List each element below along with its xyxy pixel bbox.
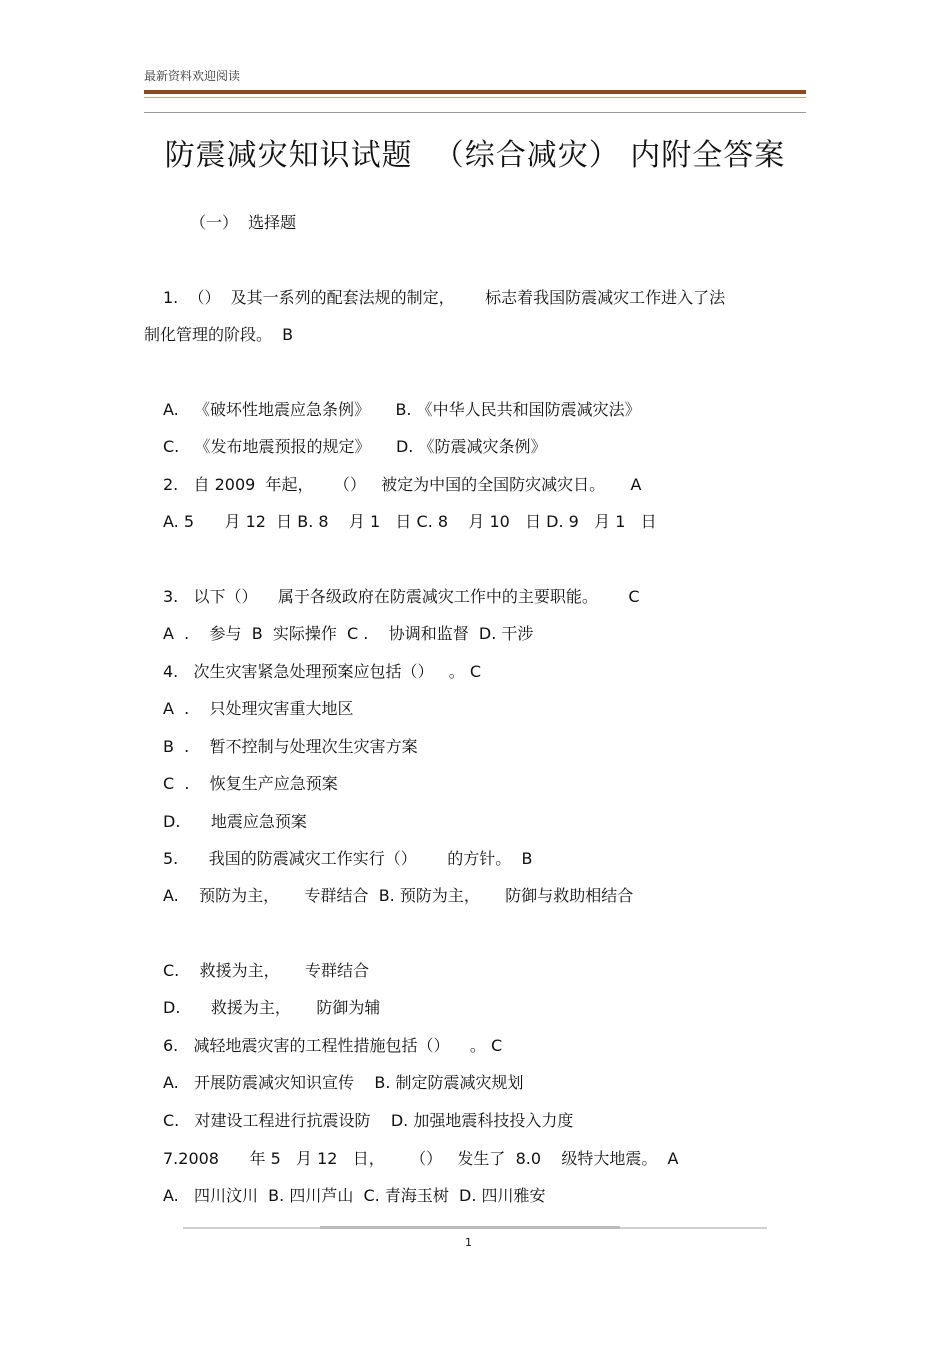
option-line: D. 地震应急预案 (163, 812, 307, 831)
option-line: A . 只处理灾害重大地区 (163, 699, 354, 718)
option-line: C . 恢复生产应急预案 (163, 774, 338, 793)
running-header: 最新资料欢迎阅读 (144, 69, 241, 83)
section-heading: （一） 选择题 (190, 213, 297, 232)
question-line: 5. 我国的防震减灾工作实行（） 的方针。 B (163, 849, 533, 868)
header-rule-thin (144, 97, 806, 98)
question-line: 1. （） 及其一系列的配套法规的制定， 标志着我国防震减灾工作进入了法 (163, 288, 726, 307)
option-line: A. 开展防震减灾知识宣传 B. 制定防震减灾规划 (163, 1073, 524, 1092)
question-line: 2. 自 2009 年起， （） 被定为中国的全国防灾减灾日。 A (163, 475, 642, 494)
question-line: 6. 减轻地震灾害的工程性措施包括（） 。 C (163, 1036, 503, 1055)
option-line: C. 对建设工程进行抗震设防 D. 加强地震科技投入力度 (163, 1111, 574, 1130)
header-rule (144, 90, 806, 94)
option-line: A. 四川汶川 B. 四川芦山 C. 青海玉树 D. 四川雅安 (163, 1186, 546, 1205)
question-line: 制化管理的阶段。 B (144, 325, 294, 344)
option-line: C. 救援为主， 专群结合 (163, 961, 370, 980)
document-title: 防震减灾知识试题 （综合减灾） 内附全答案 (164, 138, 786, 173)
option-line: D. 救援为主， 防御为辅 (163, 998, 381, 1017)
option-line: A. 《破坏性地震应急条例》 B. 《中华人民共和国防震减灾法》 (163, 400, 641, 419)
option-line: C. 《发布地震预报的规定》 D. 《防震减灾条例》 (163, 437, 547, 456)
question-line: 4. 次生灾害紧急处理预案应包括（） 。 C (163, 662, 482, 681)
question-line: 7.2008 年 5 月 12 日， （） 发生了 8.0 级特大地震。 A (163, 1149, 679, 1168)
question-line: 3. 以下（） 属于各级政府在防震减灾工作中的主要职能。 C (163, 587, 640, 606)
page-number: 1 (465, 1236, 472, 1249)
option-line: A. 预防为主， 专群结合 B. 预防为主， 防御与救助相结合 (163, 886, 634, 905)
footer-rule-accent (320, 1226, 620, 1229)
option-line: B . 暂不控制与处理次生灾害方案 (163, 737, 418, 756)
option-line: A . 参与 B 实际操作 C . 协调和监督 D. 干涉 (163, 624, 534, 643)
option-line: A. 5 月 12 日 B. 8 月 1 日 C. 8 月 10 日 D. 9 月 1 日 (163, 512, 657, 531)
title-divider (144, 112, 806, 113)
